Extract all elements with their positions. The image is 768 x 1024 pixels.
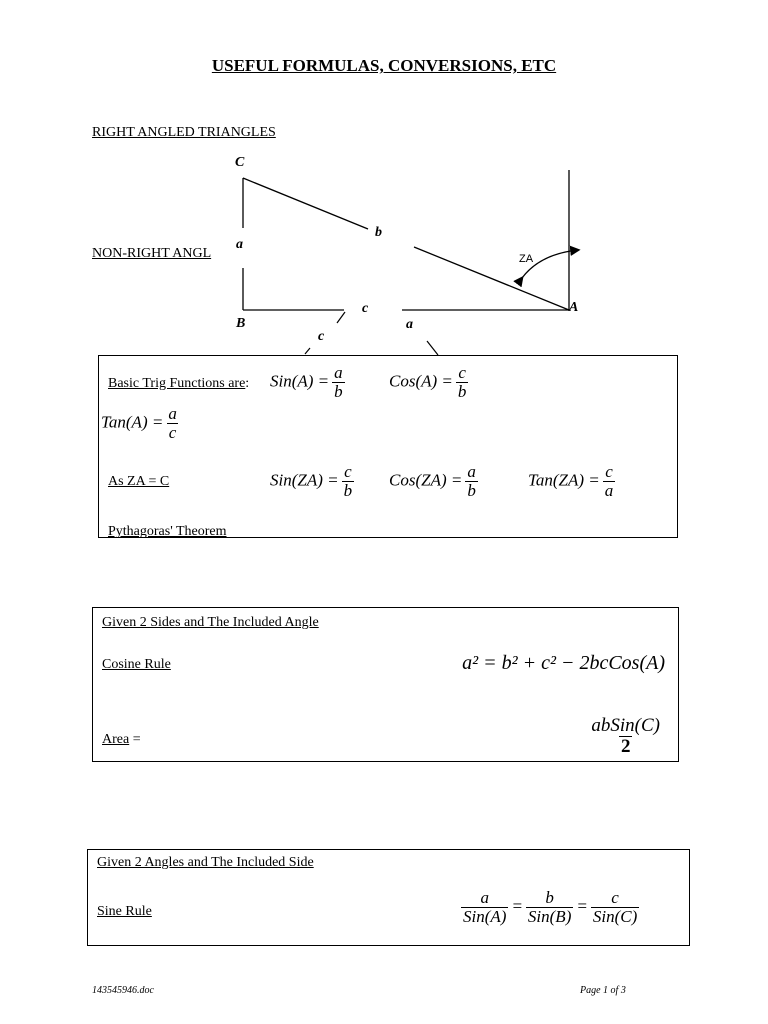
tick-a-lower <box>427 341 438 355</box>
pythagoras-label: Pythagoras' Theorem <box>108 524 227 538</box>
sine-rule-formula: $\frac{a}{\text{Sin(A)}}$ = $\frac{b}{\text{Sin(B)}}$ = $\frac{c}{\text{Sin(C)}}$ <box>463 888 638 926</box>
cosine-rule-box <box>92 607 679 762</box>
sine-rule-box <box>87 849 690 946</box>
sin-formula: Sin(A) = $\frac{a}{b}$ <box>270 363 343 401</box>
tick-c-upper <box>337 312 345 323</box>
basic-trig-label: Basic Trig Functions are <box>108 376 246 391</box>
side-c2-label: c <box>318 329 325 344</box>
cosine-rule-label: Cosine Rule <box>102 657 171 672</box>
side-b-label: b <box>375 225 382 240</box>
cos-za-formula: Cos(ZA) = $\frac{a}{b}$ <box>389 462 476 500</box>
area-formula: $\frac{\text{abSin(C)}}{2}$ <box>591 715 660 757</box>
cos-formula: Cos(A) = $\frac{c}{b}$ <box>389 363 467 401</box>
side-b <box>243 178 368 229</box>
right-angled-heading: RIGHT ANGLED TRIANGLES <box>92 125 276 140</box>
hypotenuse <box>414 247 569 310</box>
angle-za-label: ZA <box>519 253 534 265</box>
sine-box-heading: Given 2 Angles and The Included Side <box>97 855 314 870</box>
vertex-b-label: B <box>236 316 246 331</box>
footer-filename: 143545946.doc <box>92 985 154 996</box>
sine-rule-label: Sine Rule <box>97 904 152 919</box>
side-c-label: c <box>362 301 369 316</box>
page-title: USEFUL FORMULAS, CONVERSIONS, ETC <box>211 56 557 75</box>
trig-functions-box: Basic Trig Functions are: Sin(A) = $\frac{a}{b}$ Cos(A) = $\frac{c}{b}$ Tan(A) = $\frac{a}{c}$ As ZA = C Sin(ZA) = $\frac{c}{b}$ Cos(ZA) = $\frac{a}{b}$ Tan(ZA) = $\frac{c}{a}$ Pythagoras' Theorem <box>98 355 678 538</box>
as-za-label: As ZA = C <box>108 474 170 489</box>
vertex-c-label: C <box>235 155 245 170</box>
cosine-box-heading: Given 2 Sides and The Included Angle <box>102 615 319 630</box>
area-equals: = <box>129 732 141 747</box>
side-a-label: a <box>236 237 243 252</box>
area-label: Area <box>102 732 130 747</box>
sin-za-formula: Sin(ZA) = $\frac{c}{b}$ <box>270 462 353 500</box>
tan-formula: Tan(A) = $\frac{a}{c}$ <box>101 404 177 442</box>
vertex-a-label: A <box>569 300 579 315</box>
tick-c-lower <box>305 348 310 354</box>
footer-page-number: Page 1 of 3 <box>580 985 626 996</box>
cosine-rule-formula: a² = b² + c² − 2bcCos(A) <box>462 652 665 674</box>
non-right-heading: NON-RIGHT ANGL <box>92 246 212 261</box>
tan-za-formula: Tan(ZA) = $\frac{c}{a}$ <box>528 462 614 500</box>
side-a2-label: a <box>406 317 413 332</box>
